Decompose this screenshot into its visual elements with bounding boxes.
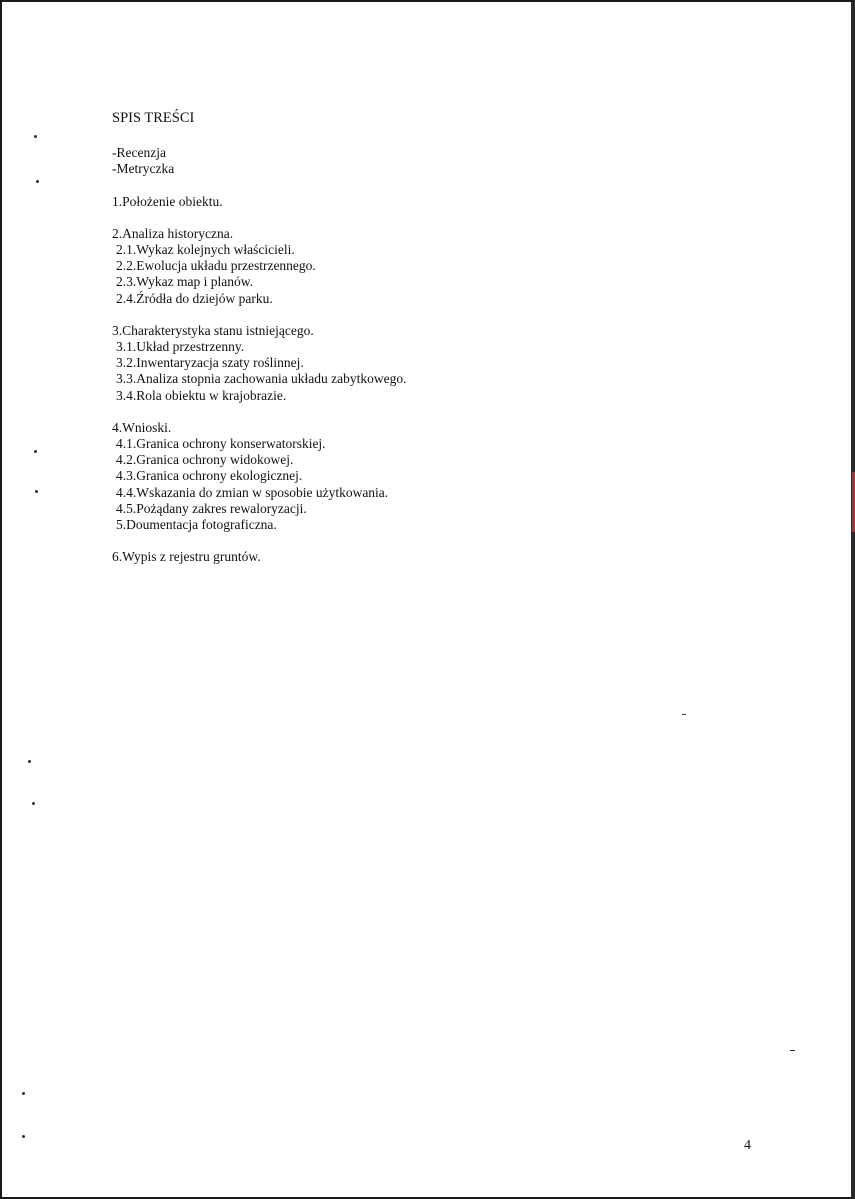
front-item-recenzja: -Recenzja [112, 145, 166, 161]
subsection-2-1: 2.1.Wykaz kolejnych właścicieli. [116, 242, 295, 258]
table-of-contents [112, 110, 407, 565]
scan-speck [34, 135, 37, 138]
subsection-3-1: 3.1.Układ przestrzenny. [116, 339, 245, 355]
scan-speck [36, 180, 39, 183]
subsection-3-4: 3.4.Rola obiektu w krajobrazie. [116, 387, 287, 403]
scan-speck [790, 1050, 795, 1051]
front-item-metryczka: -Metryczka [112, 161, 175, 177]
scan-speck [35, 490, 38, 493]
subsection-2-3: 2.3.Wykaz map i planów. [116, 274, 254, 290]
section-6: 6.Wypis z rejestru gruntów. [112, 549, 261, 565]
section-4: 4.Wnioski. [112, 419, 172, 435]
section-2: 2.Analiza historyczna. [112, 225, 234, 241]
subsection-4-2: 4.2.Granica ochrony widokowej. [116, 452, 294, 468]
section-3: 3.Charakterystyka stanu istniejącego. [112, 322, 314, 338]
scan-speck [32, 802, 35, 805]
toc-title: SPIS TREŚCI [112, 110, 195, 126]
subsection-2-4: 2.4.Źródła do dziejów parku. [116, 290, 273, 306]
scan-speck [22, 1135, 25, 1138]
subsection-3-2: 3.2.Inwentaryzacja szaty roślinnej. [116, 355, 304, 371]
subsection-2-2: 2.2.Ewolucja układu przestrzennego. [116, 258, 316, 274]
scan-speck [22, 1092, 25, 1095]
section-5: 5.Doumentacja fotograficzna. [116, 517, 277, 533]
subsection-4-3: 4.3.Granica ochrony ekologicznej. [116, 468, 303, 484]
subsection-4-4: 4.4.Wskazania do zmian w sposobie użytkowania. [116, 484, 389, 500]
subsection-4-1: 4.1.Granica ochrony konserwatorskiej. [116, 436, 326, 452]
page-number: 4 [744, 1138, 751, 1153]
section-1: 1.Położenie obiektu. [112, 193, 223, 209]
scan-speck [682, 714, 686, 715]
scan-speck [28, 760, 31, 763]
scan-speck [34, 450, 37, 453]
subsection-4-5: 4.5.Pożądany zakres rewaloryzacji. [116, 500, 307, 516]
subsection-3-3: 3.3.Analiza stopnia zachowania układu zabytkowego. [116, 371, 407, 387]
